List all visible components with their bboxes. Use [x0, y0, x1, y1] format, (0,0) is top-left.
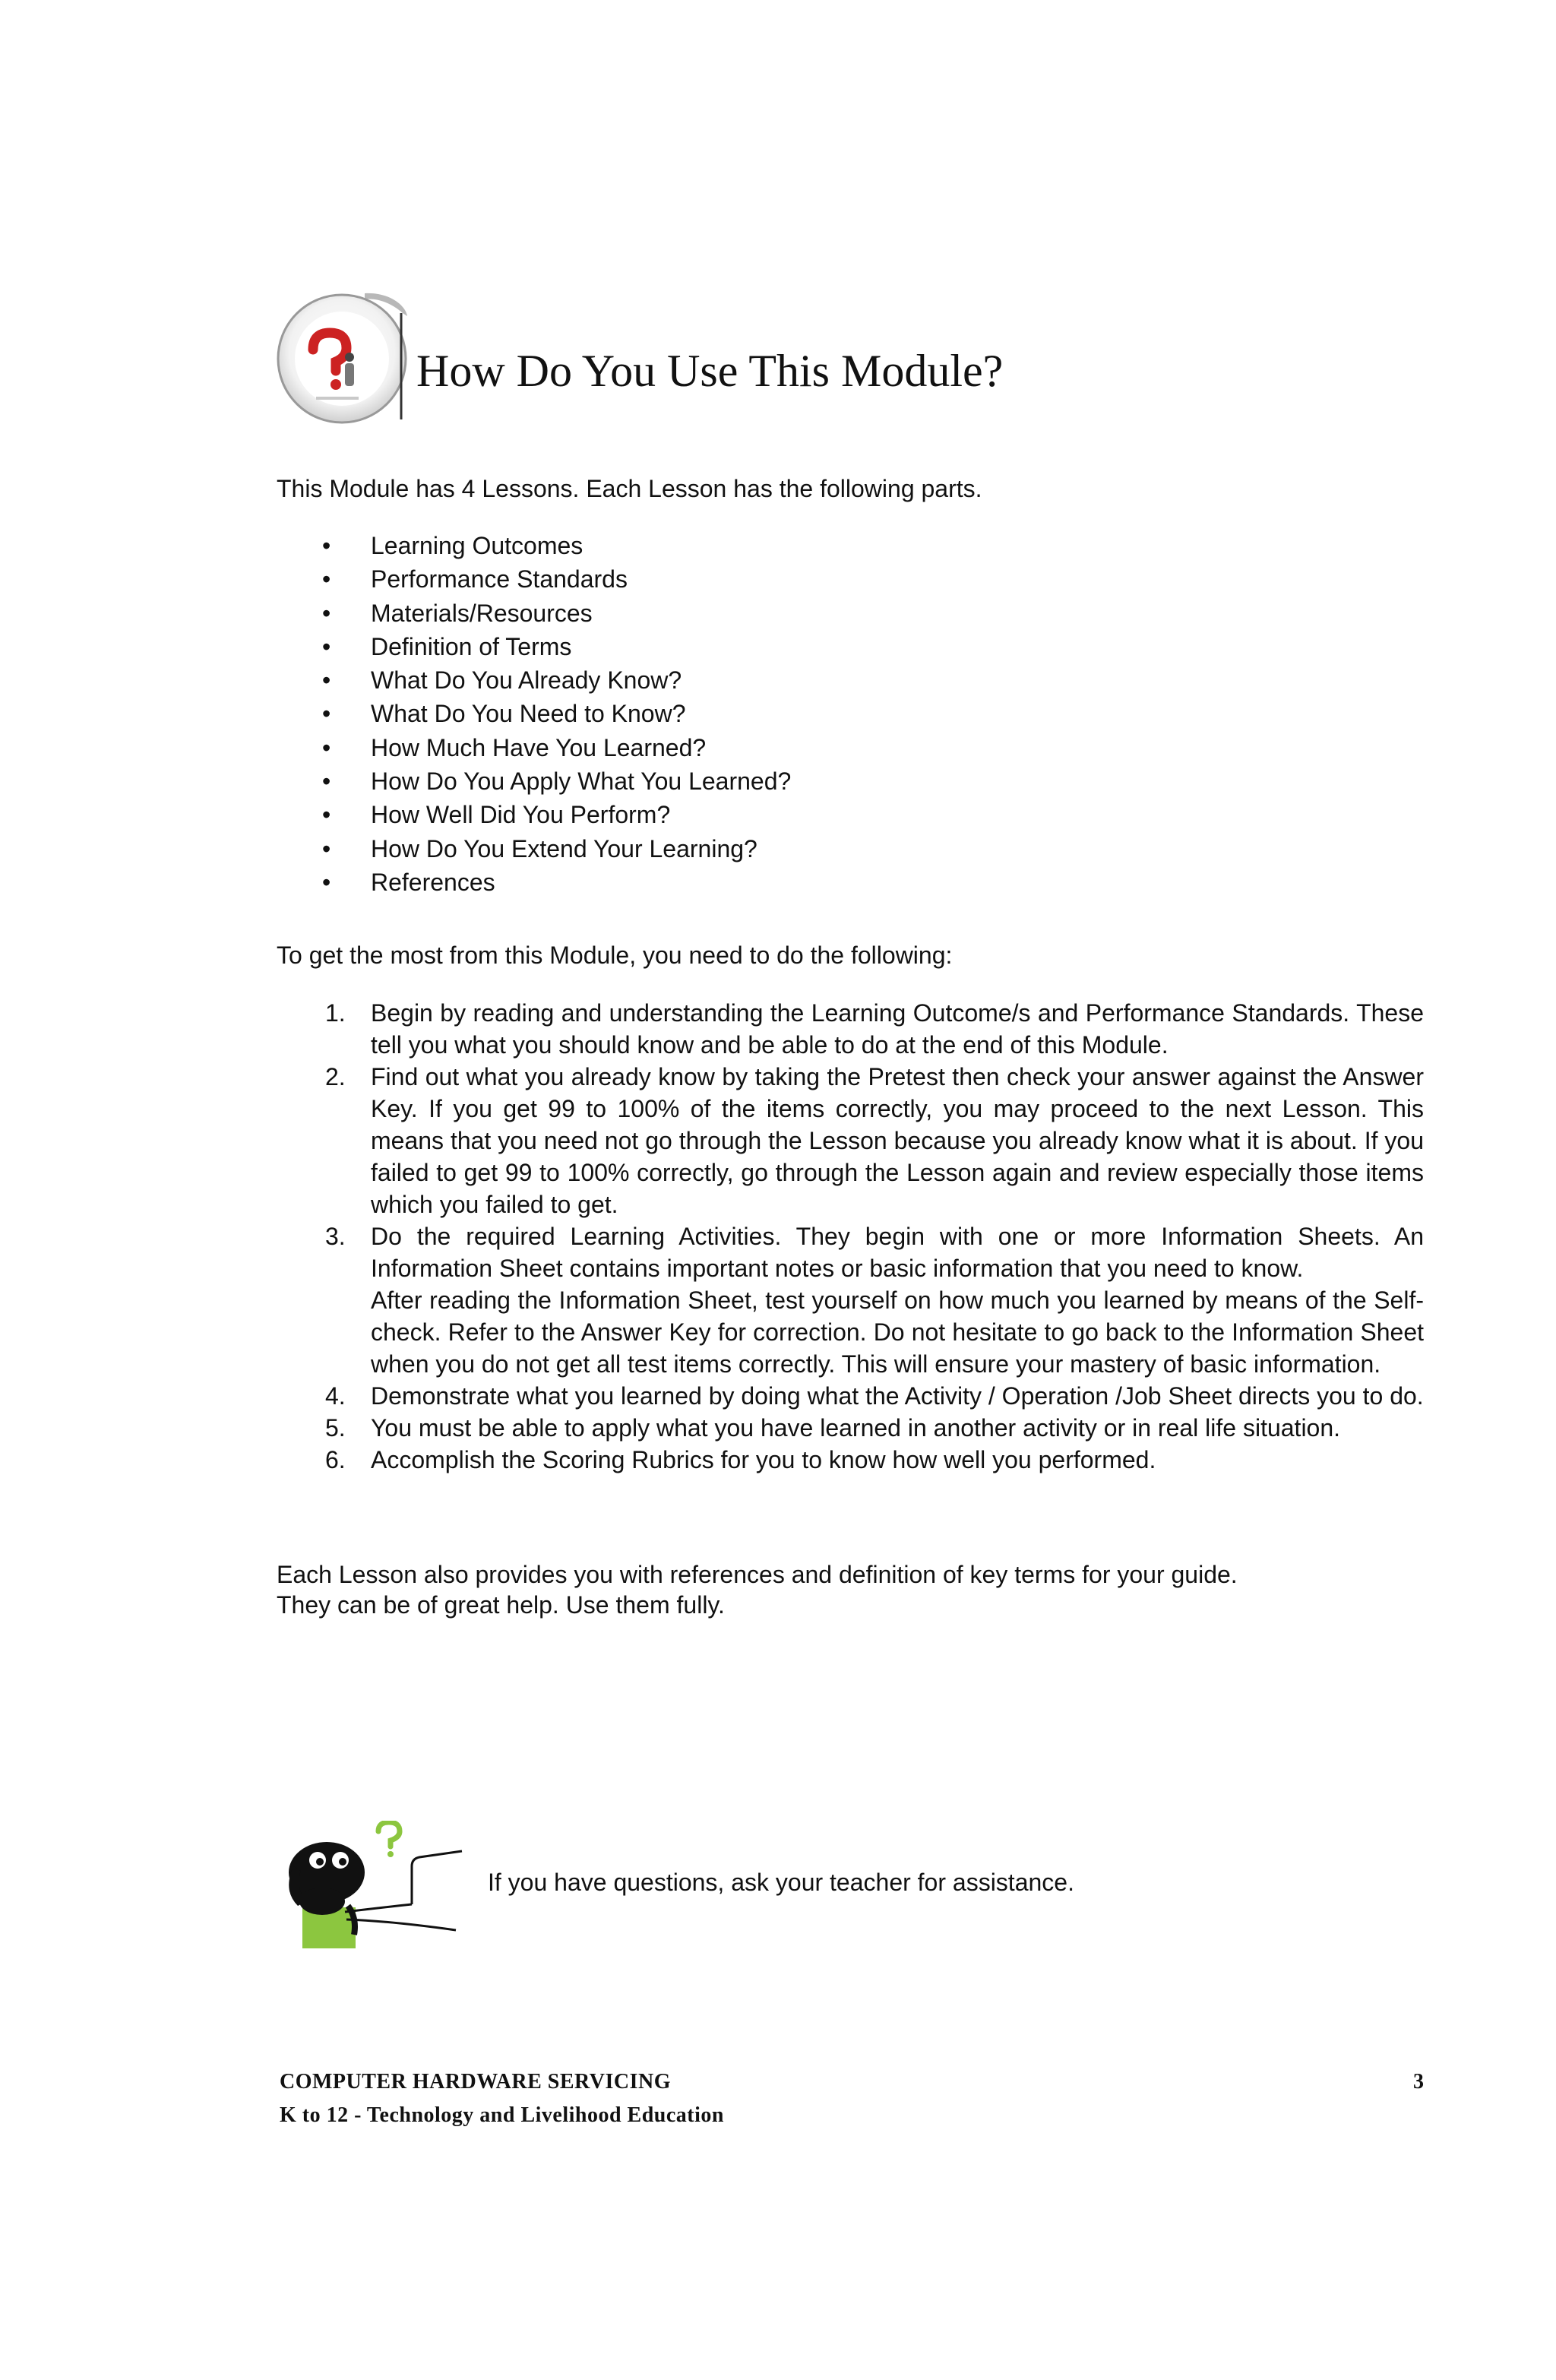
list-item: • Performance Standards — [322, 562, 791, 596]
list-item: • What Do You Already Know? — [322, 663, 791, 697]
closing-text — [277, 1559, 1424, 1620]
page-number: 3 — [1413, 2070, 1424, 2094]
step-text: Do the required Learning Activities. They begin with one or more Information Sheets. An Information Sheet contains important notes or basic information that you need to know. — [371, 1223, 1424, 1282]
footer-subject: COMPUTER HARDWARE SERVICING — [280, 2070, 671, 2094]
step-item — [322, 997, 1424, 1061]
step-number: 6. — [325, 1446, 346, 1473]
step-item — [322, 1380, 1424, 1412]
step-text: Accomplish the Scoring Rubrics for you to know how well you performed. — [371, 1446, 1156, 1473]
closing-line: They can be of great help. Use them fully. — [277, 1591, 725, 1619]
step-number: 5. — [325, 1414, 346, 1442]
step-text: Demonstrate what you learned by doing what the Activity / Operation /Job Sheet directs you to do. — [371, 1382, 1424, 1410]
help-text: If you have questions, ask your teacher for assistance. — [488, 1869, 1074, 1896]
list-item: • References — [322, 866, 791, 899]
list-item: • How Much Have You Learned? — [322, 731, 791, 764]
question-mark-figure-icon — [275, 283, 412, 435]
instructions-intro: To get the most from this Module, you need to do the following: — [277, 942, 953, 969]
list-item: • How Do You Extend Your Learning? — [322, 832, 791, 866]
list-item: • How Do You Apply What You Learned? — [322, 764, 791, 798]
step-text: Begin by reading and understanding the Learning Outcome/s and Performance Standards. These tell you what you should know and be able to do at the end of this Module. — [371, 999, 1424, 1059]
list-item: • Learning Outcomes — [322, 529, 791, 562]
closing-line: Each Lesson also provides you with references and definition of key terms for your guide. — [277, 1561, 1238, 1588]
step-item — [322, 1061, 1424, 1220]
step-number: 4. — [325, 1382, 346, 1410]
step-number: 3. — [325, 1223, 346, 1250]
list-item: • Definition of Terms — [322, 630, 791, 663]
step-number: 2. — [325, 1063, 346, 1090]
thinking-character-icon — [277, 1821, 466, 1957]
instruction-steps — [322, 997, 1424, 1476]
step-item — [322, 1444, 1424, 1476]
step-text: After reading the Information Sheet, test yourself on how much you learned by means of the Self-check. Refer to the Answer Key for correction. Do not hesitate to go back to the Information Sheet when you do not get all test items correctly. This will ensure your mastery of basic information. — [371, 1287, 1424, 1378]
page-title: How Do You Use This Module? — [416, 346, 1004, 396]
intro-text: This Module has 4 Lessons. Each Lesson has the following parts. — [277, 475, 982, 502]
step-item — [322, 1412, 1424, 1444]
list-item: • What Do You Need to Know? — [322, 697, 791, 730]
step-text: Find out what you already know by taking the Pretest then check your answer against the Answer Key. If you get 99 to 100% of the items correctly, you may proceed to the next Lesson. This means that you need not go through the Lesson because you already know what it is about. If you failed to get 99 to 100% correctly, go through the Lesson again and review especially those items which you failed to get. — [371, 1063, 1424, 1218]
footer-grade: K to 12 - Technology and Livelihood Education — [280, 2103, 724, 2127]
list-item: • Materials/Resources — [322, 597, 791, 630]
step-number: 1. — [325, 999, 346, 1027]
step-text: You must be able to apply what you have learned in another activity or in real life situation. — [371, 1414, 1341, 1442]
step-item — [322, 1220, 1424, 1380]
list-item: • How Well Did You Perform? — [322, 798, 791, 831]
lesson-parts-list — [322, 529, 791, 899]
